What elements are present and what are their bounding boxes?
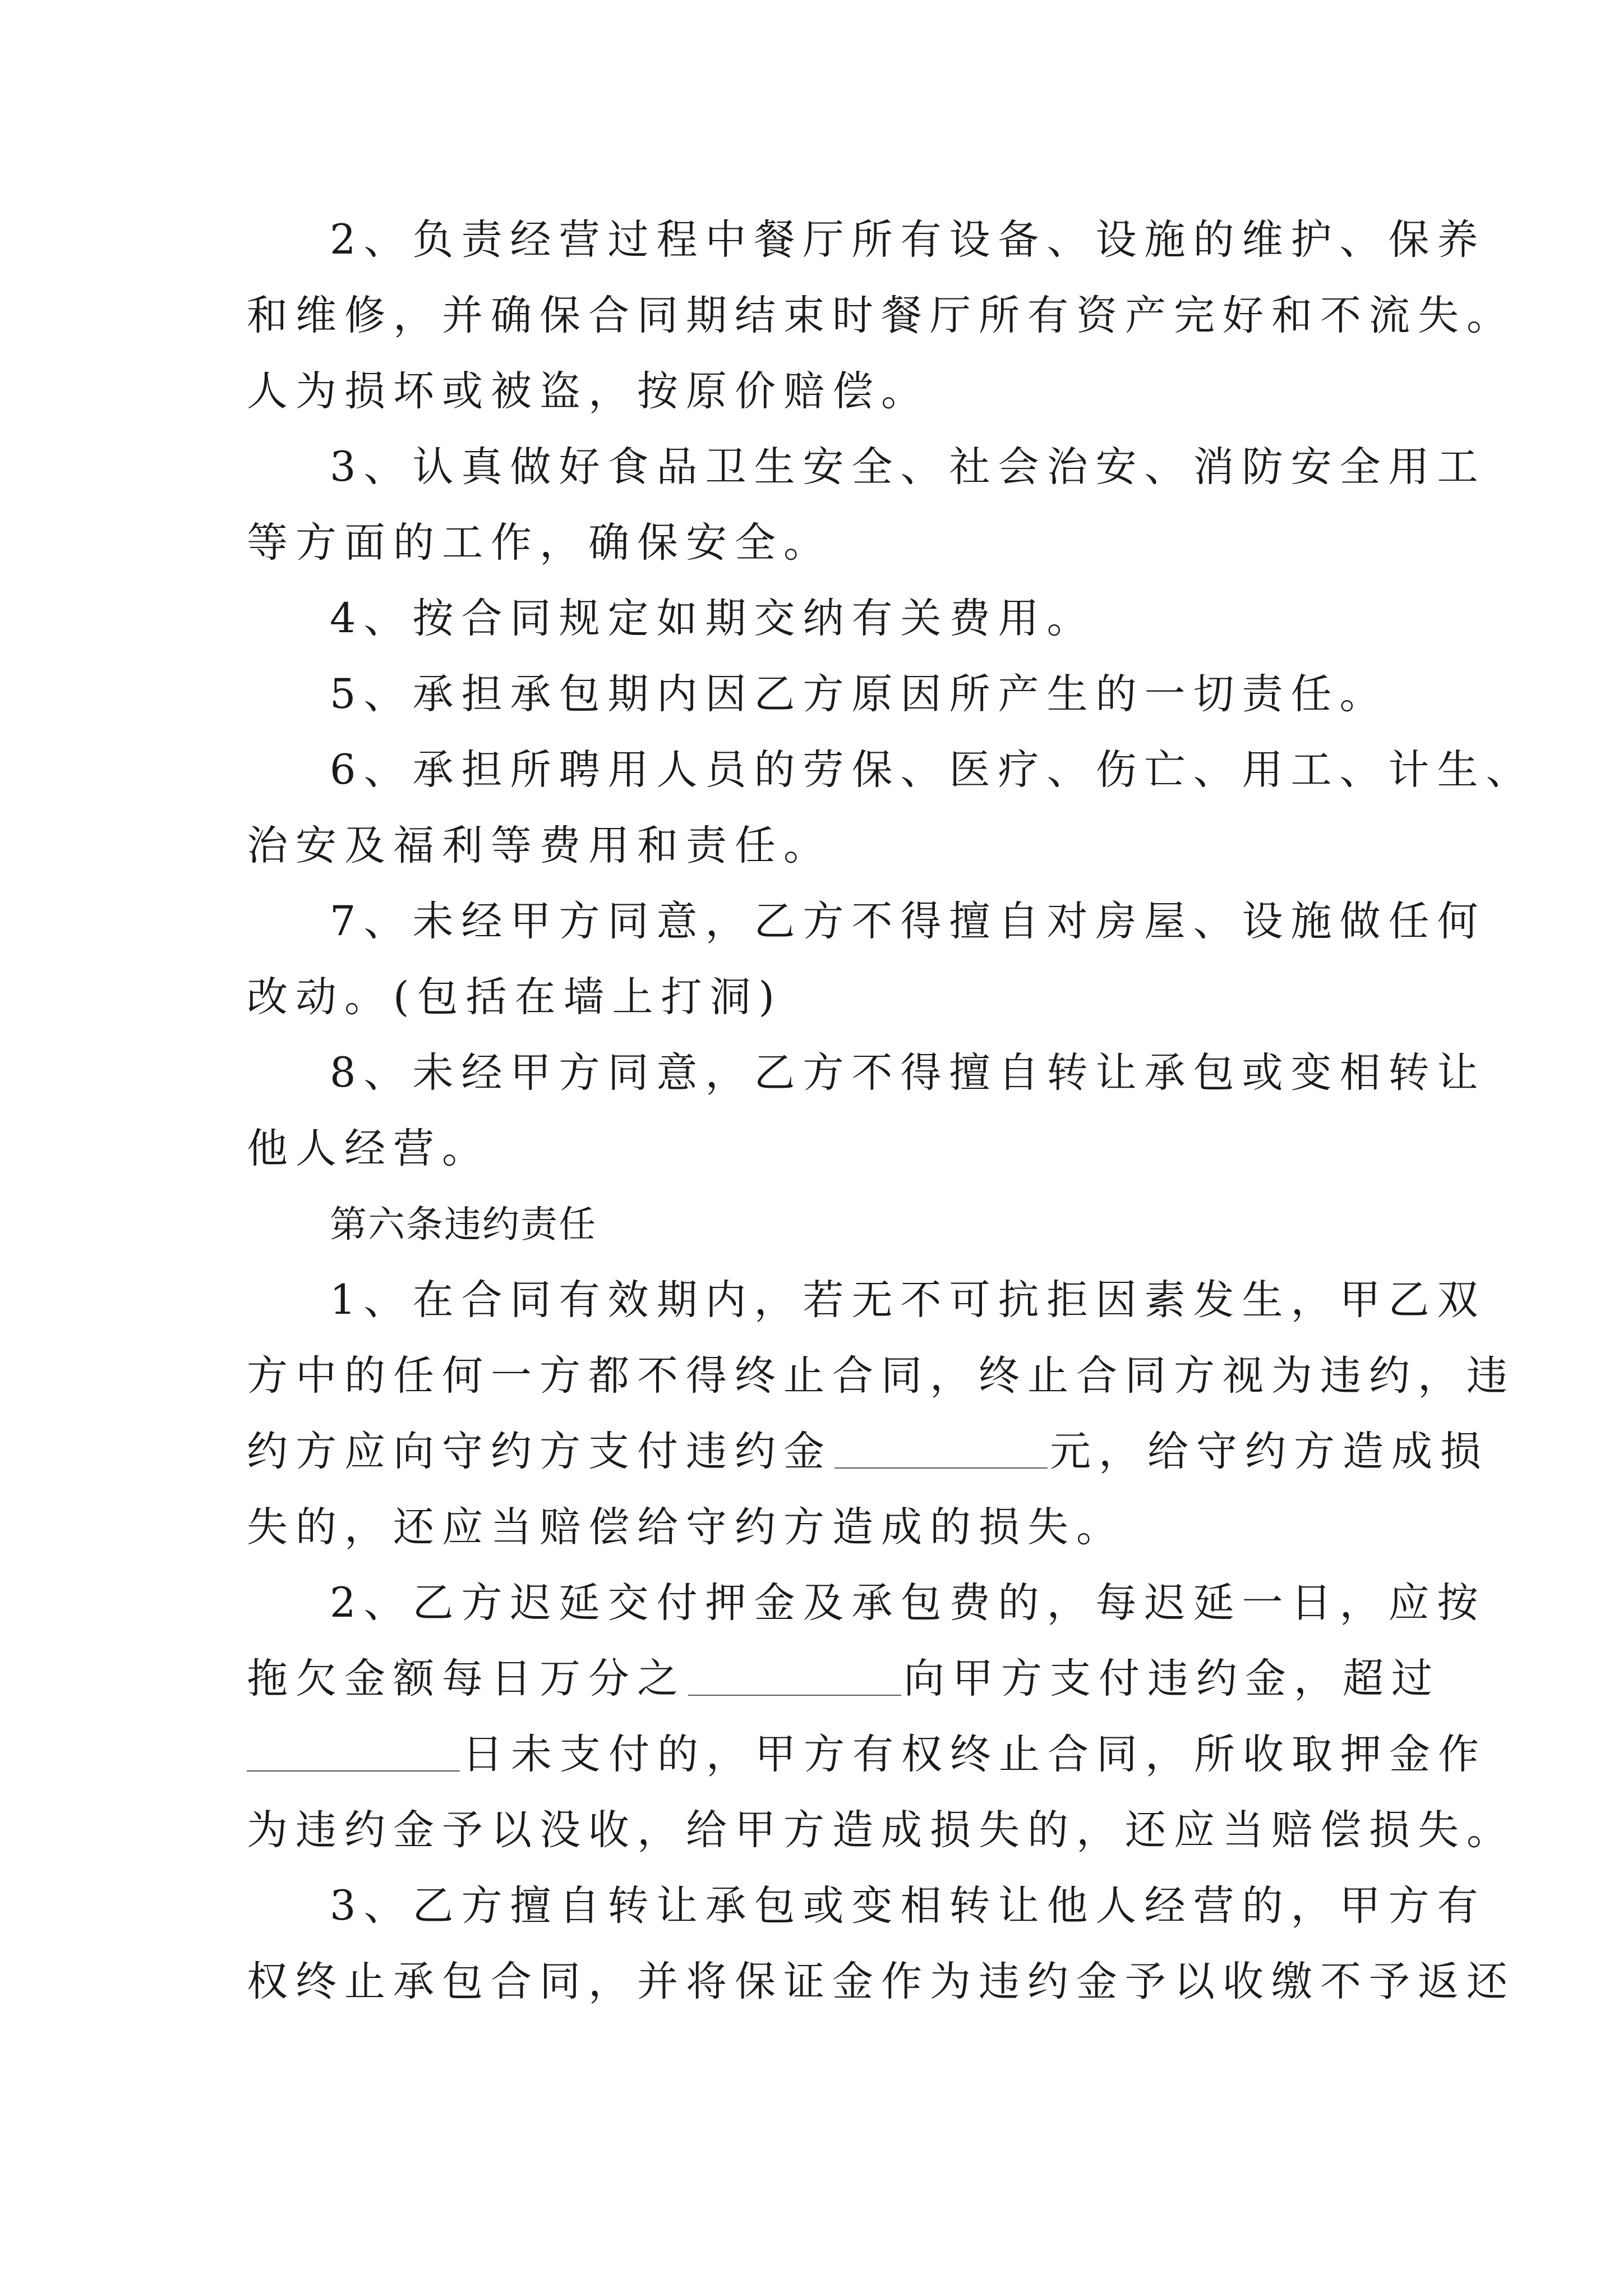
text-segment: 约方应向守约方支付违约金 bbox=[247, 1428, 832, 1475]
paragraph-line: 改动。(包括在墙上打洞) bbox=[247, 973, 782, 1021]
fill-in-blank[interactable] bbox=[247, 1737, 460, 1772]
paragraph-line bbox=[247, 1651, 1440, 1707]
paragraph-line: 2、负责经营过程中餐厅所有设备、设施的维护、保养 bbox=[330, 216, 1486, 264]
text-segment: 拖欠金额每日万分之 bbox=[247, 1655, 686, 1703]
paragraph-line bbox=[247, 1424, 1489, 1480]
fill-in-blank[interactable] bbox=[688, 1661, 901, 1696]
paragraph-line: 权终止承包合同，并将保证金作为违约金予以收缴不予返还 bbox=[247, 1958, 1515, 2005]
paragraph-line: 他人经营。 bbox=[247, 1125, 491, 1172]
text-segment: 元，给守约方造成损 bbox=[1050, 1428, 1489, 1475]
section-heading: 第六条违约责任 bbox=[330, 1203, 597, 1246]
text-segment: 向甲方支付违约金，超过 bbox=[903, 1655, 1440, 1703]
fill-in-blank[interactable] bbox=[834, 1434, 1048, 1469]
paragraph-line: 和维修，并确保合同期结束时餐厅所有资产完好和不流失。 bbox=[247, 292, 1515, 339]
paragraph-line: 3、乙方擅自转让承包或变相转让他人经营的，甲方有 bbox=[330, 1882, 1486, 1930]
paragraph-line bbox=[247, 1727, 1487, 1783]
paragraph-line: 6、承担所聘用人员的劳保、医疗、伤亡、用工、计生、 bbox=[330, 746, 1535, 794]
paragraph-line: 4、按合同规定如期交纳有关费用。 bbox=[330, 595, 1096, 642]
text-segment: 日未支付的，甲方有权终止合同，所收取押金作 bbox=[462, 1731, 1487, 1778]
paragraph-line: 2、乙方迟延交付押金及承包费的，每迟延一日，应按 bbox=[330, 1579, 1486, 1627]
paragraph-line: 人为损坏或被盗，按原价赔偿。 bbox=[247, 367, 930, 415]
paragraph-line: 失的，还应当赔偿给守约方造成的损失。 bbox=[247, 1503, 1125, 1551]
paragraph-line: 治安及福利等费用和责任。 bbox=[247, 822, 832, 869]
paragraph-line: 为违约金予以没收，给甲方造成损失的，还应当赔偿损失。 bbox=[247, 1806, 1515, 1854]
paragraph-line: 等方面的工作，确保安全。 bbox=[247, 519, 832, 567]
paragraph-line: 1、在合同有效期内，若无不可抗拒因素发生，甲乙双 bbox=[330, 1276, 1486, 1324]
paragraph-line: 7、未经甲方同意，乙方不得擅自对房屋、设施做任何 bbox=[330, 898, 1486, 945]
paragraph-line: 5、承担承包期内因乙方原因所产生的一切责任。 bbox=[330, 670, 1389, 718]
paragraph-line: 8、未经甲方同意，乙方不得擅自转让承包或变相转让 bbox=[330, 1049, 1486, 1097]
paragraph-line: 3、认真做好食品卫生安全、社会治安、消防安全用工 bbox=[330, 443, 1486, 491]
paragraph-line: 方中的任何一方都不得终止合同，终止合同方视为违约，违 bbox=[247, 1352, 1515, 1400]
